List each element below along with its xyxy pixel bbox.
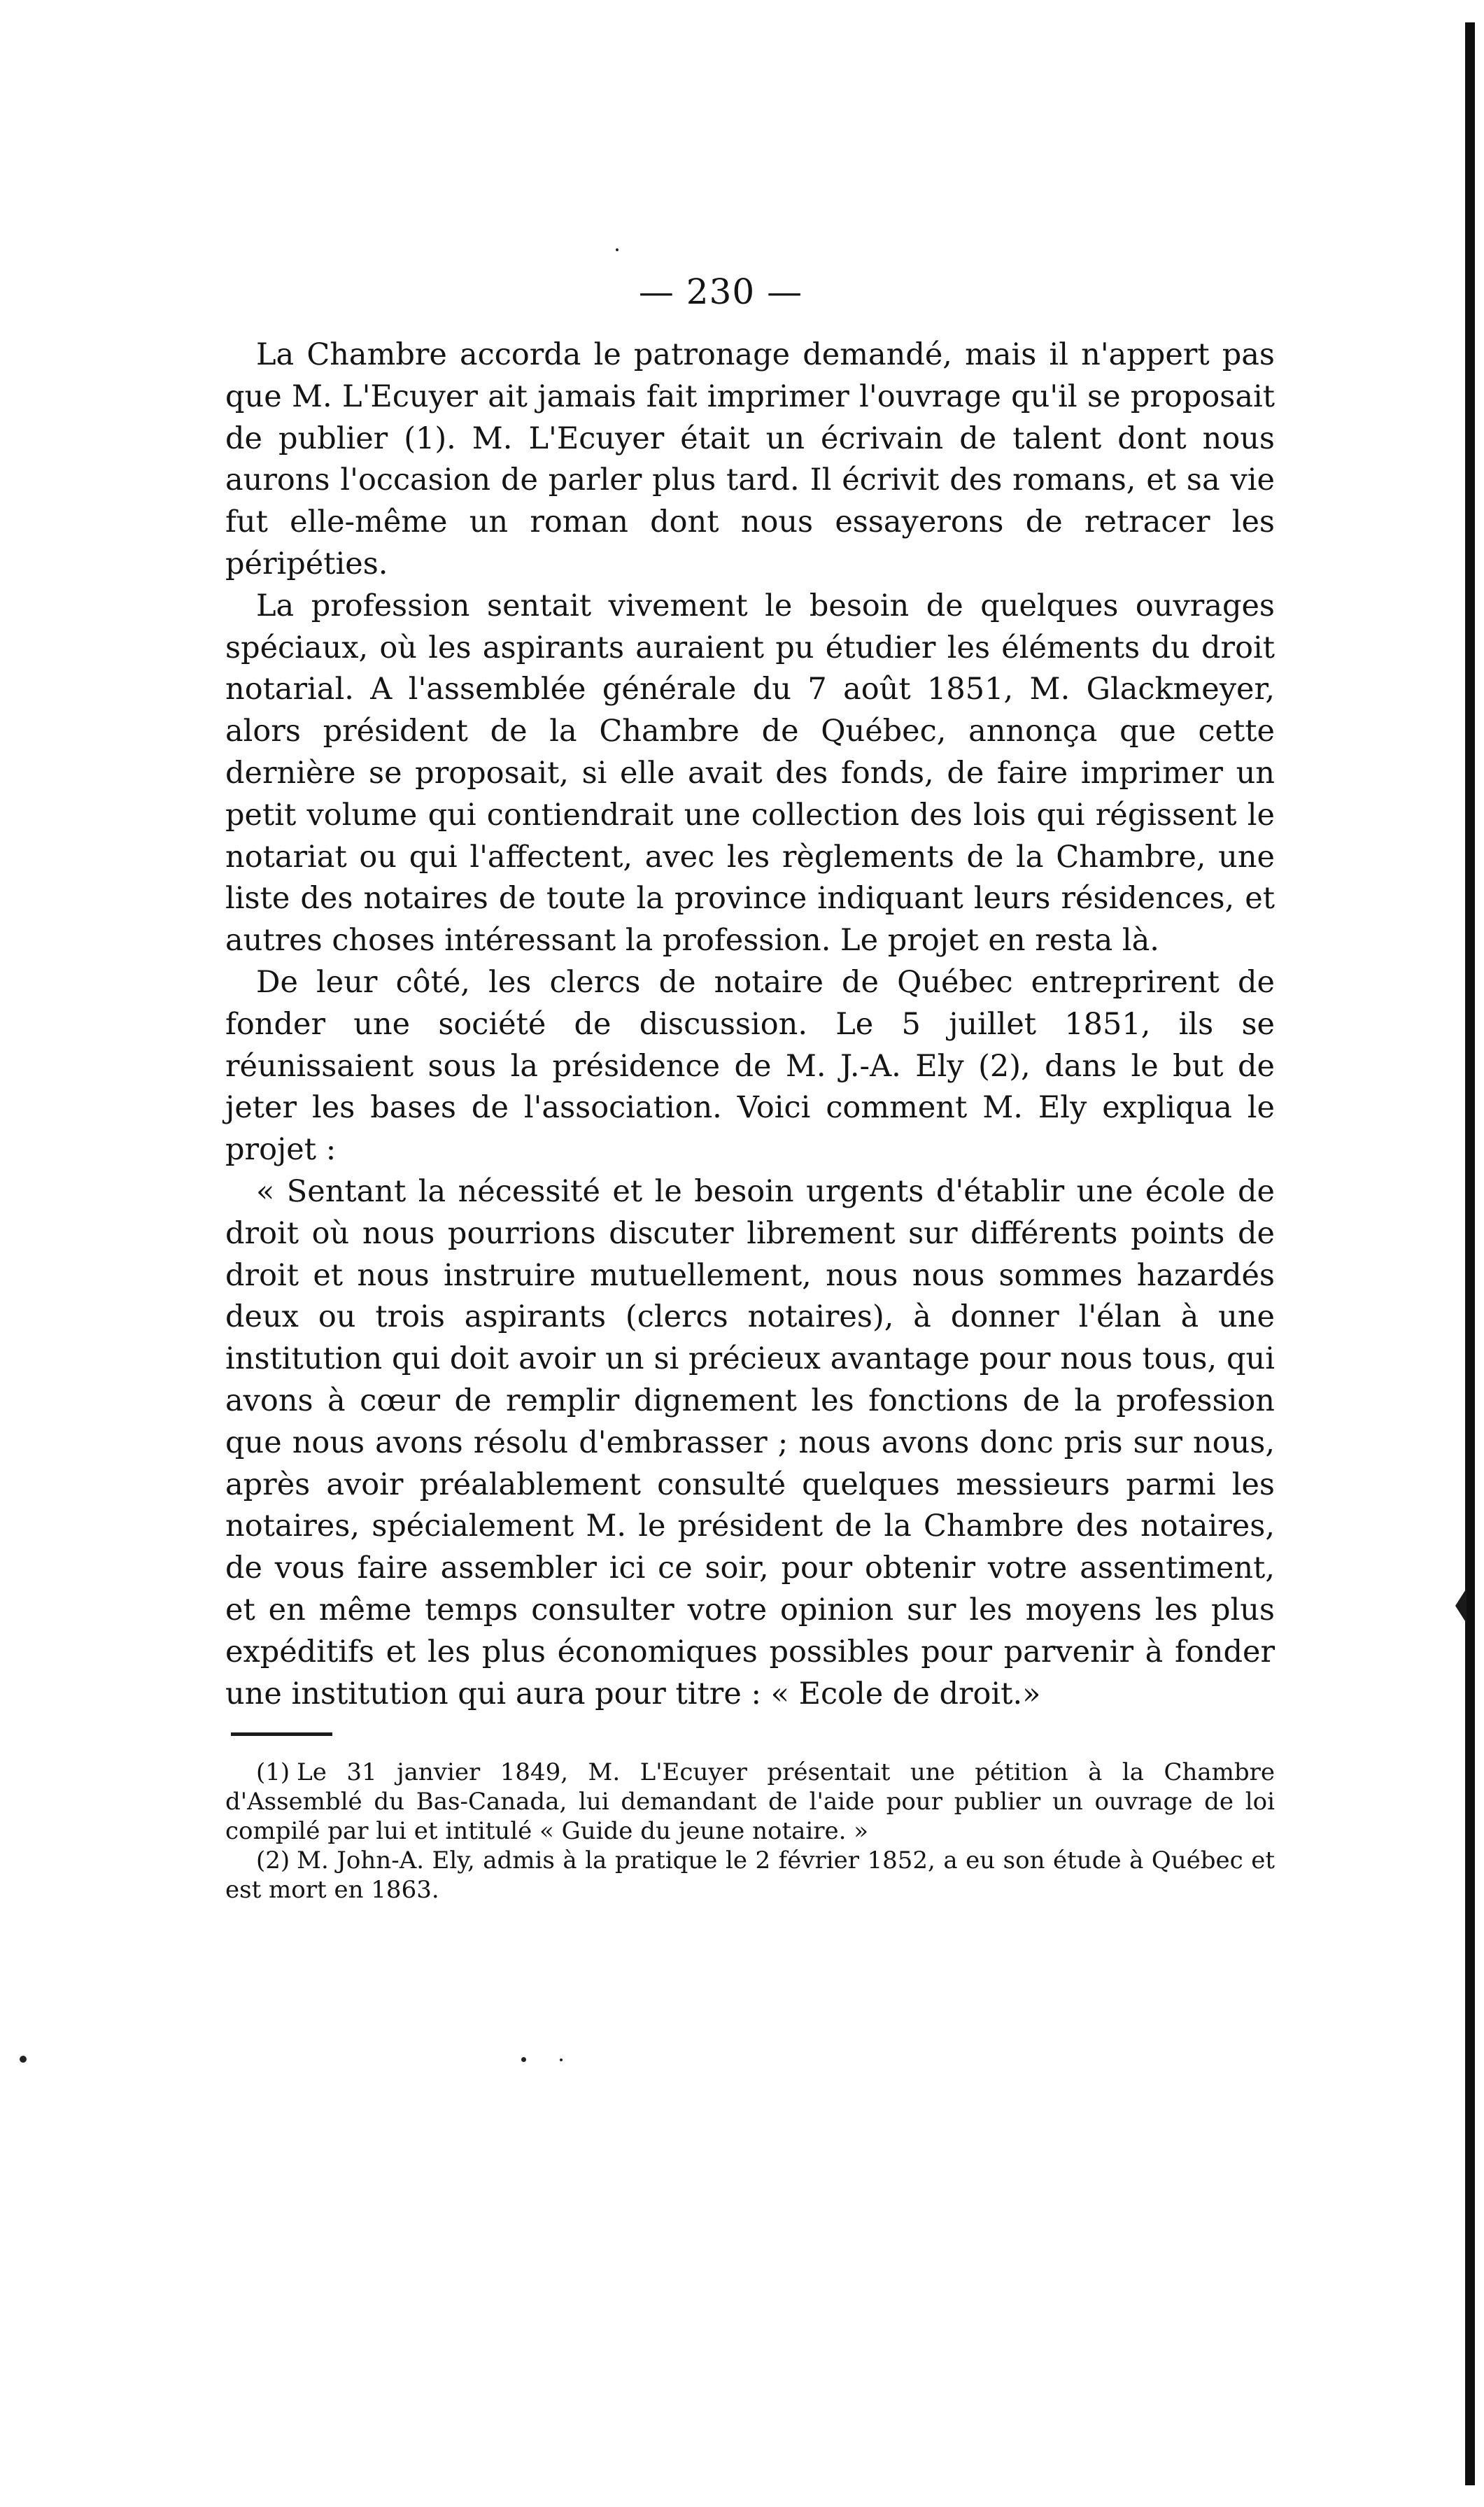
footnote-separator [231,1732,332,1736]
scan-speck [521,2057,526,2062]
footnote [225,1846,1275,1905]
scan-speck [560,2058,563,2061]
page-edge-notch [1455,1588,1467,1623]
footnote-marker: (2) [256,1846,290,1874]
quotation-paragraph: « Sentant la nécessité et le besoin urgents d'établir une école de droit où nous pourrions discuter librement sur différents points de droit et nous instruire mutuellement, nous nous sommes hazardés deux ou trois aspirants (clercs notaires), à donner l'élan à une institution qui doit avoir un si précieux avantage pour nous tous, qui avons à cœur de remplir dignement les fonctions de la profession que nous avons résolu d'embrasser ; nous avons donc pris sur nous, après avoir préalablement consulté quelques messieurs parmi les notaires, spécialement M. le président de la Chambre des notaires, de vous faire assembler ici ce soir, pour obtenir votre assentiment, et en même temps consulter votre opinion sur les moyens les plus expéditifs et les plus économiques possibles pour parvenir à fonder une institution qui aura pour titre : « Ecole de droit.» [225,1173,1275,1711]
paragraph: La profession sentait vivement le besoin de quelques ouvrages spéciaux, où les aspirants auraient pu étudier les éléments du droit notarial. A l'assemblée générale du 7 août 1851, M. Glackmeyer, alors président de la Chambre de Québec, annonça que cette dernière se proposait, si elle avait des fonds, de faire imprimer un petit volume qui contiendrait une collection des lois qui régissent le notariat ou qui l'affectent, avec les règlements de la Chambre, une liste des notaires de toute la province indiquant leurs résidences, et autres choses intéressant la profession. Le projet en resta là. [225,588,1275,959]
footnote-text: M. John-A. Ely, admis à la pratique le 2 février 1852, a eu son étude à Québec et est mort en 1863. [225,1846,1275,1904]
page-edge-shadow [1465,22,1475,2485]
scan-speck [616,248,619,251]
footnotes [225,1758,1275,1905]
scan-speck [20,2056,27,2063]
paragraph: De leur côté, les clercs de notaire de Québec entreprirent de fonder une société de discussion. Le 5 juillet 1851, ils se réunissaient sous la présidence de M. J.-A. Ely (2), dans le but de jeter les bases de l'association. Voici comment M. Ely expliqua le projet : [225,964,1275,1168]
page-number: — 230 — [638,271,803,312]
footnote [225,1758,1275,1846]
paragraph: La Chambre accorda le patronage demandé, mais il n'appert pas que M. L'Ecuyer ait jamais fait imprimer l'ouvrage qu'il se proposait de publier (1). M. L'Ecuyer était un écrivain de talent dont nous aurons l'occasion de parler plus tard. Il écrivit des romans, et sa vie fut elle-même un roman dont nous essayerons de retracer les péripéties. [225,337,1275,581]
footnote-marker: (1) [256,1758,290,1786]
body-text [225,334,1275,1715]
footnote-text: Le 31 janvier 1849, M. L'Ecuyer présentait une pétition à la Chambre d'Assemblé du Bas-Canada, lui demandant de l'aide pour publier un ouvrage de loi compilé par lui et intitulé « Guide du jeune notaire. » [225,1758,1275,1845]
